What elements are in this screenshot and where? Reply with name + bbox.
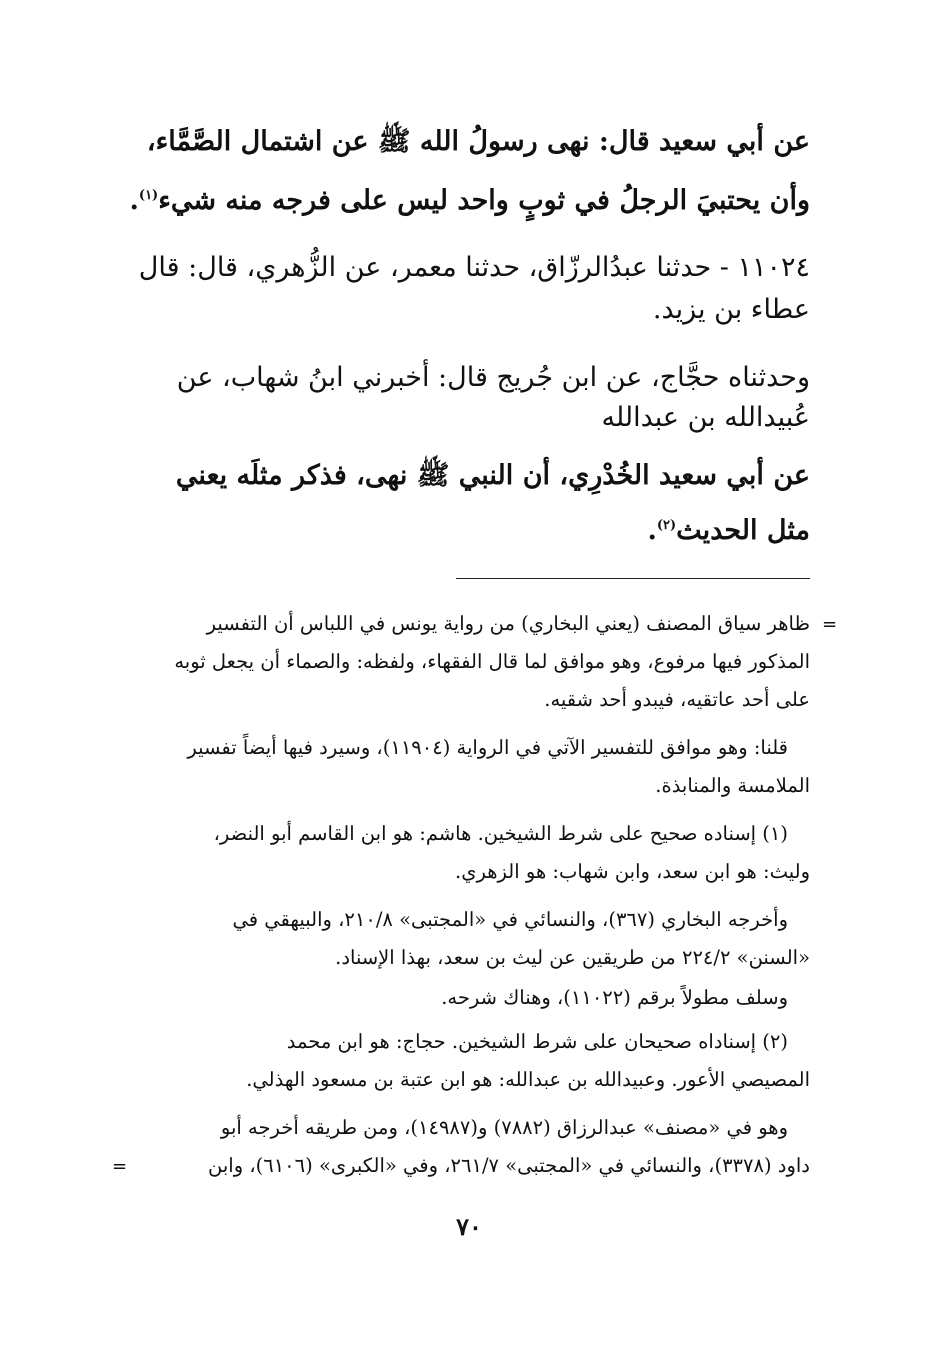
continuation-mark-start: = [822, 614, 838, 635]
footnote-1-line1: (١) إسناده صحيح على شرط الشيخين. هاشم: هو ابن القاسم أبو النضر، [213, 822, 788, 845]
main-text-p4-line2 [647, 515, 810, 547]
continuation-mark-end: = [112, 1156, 128, 1177]
main-text-p4-line2-text: مثل الحديث [676, 515, 810, 546]
footnote-qulna-line1: قلنا: وهو موافق للتفسير الآتي في الرواية (١١٩٠٤)، وسيرد فيها أيضاً تفسير [187, 736, 788, 759]
footnote-1b-line2: «السنن» ٢/‏٢٢٤ من طريقين عن ليث بن سعد، بهذا الإسناد. [335, 946, 810, 969]
footnote-2b-line2: داود (٣٣٧٨)، والنسائي في «المجتبى» ٧/‏٢٦١، وفي «الكبرى» (٦١٠٦)، وابن [208, 1154, 810, 1177]
main-text-p1-line1: عن أبي سعيد قال: نهى رسولُ الله ﷺ عن اشتمال الصَّمَّاء، [146, 126, 810, 157]
main-text-p4-line2-end: . [647, 515, 657, 546]
footnote-1-line2: وليث: هو ابن سعد، وابن شهاب: هو الزهري. [455, 860, 810, 883]
footnote-cont-line2: المذكور فيها مرفوع، وهو موافق لما قال الفقهاء، ولفظه: والصماء أن يجعل ثوبه [174, 650, 810, 673]
footnote-2-line1: (٢) إسناداه صحيحان على شرط الشيخين. حجاج: هو ابن محمد [286, 1030, 788, 1053]
page-number: ٧٠ [456, 1212, 482, 1241]
footnote-cont-line3: على أحد عاتقيه، فيبدو أحد شقيه. [544, 688, 810, 711]
main-text-p3-line1: وحدثناه حجَّاج، عن ابن جُريج قال: أخبرني ابنُ شهاب، عن [176, 362, 810, 393]
footnote-1c-line1: وسلف مطولاً برقم (١١٠٢٢)، وهناك شرحه. [441, 986, 788, 1009]
footnote-2b-line1: وهو في «مصنف» عبدالرزاق (٧٨٨٢) و(١٤٩٨٧)، ومن طريقه أخرجه أبو [220, 1116, 788, 1139]
footnote-separator [456, 578, 810, 579]
main-text-p1-line2 [130, 185, 811, 217]
main-text-p1-line2-text: وأن يحتبيَ الرجلُ في ثوبٍ واحد ليس على فرجه منه شيء [158, 185, 810, 216]
footnote-2-line2: المصيصي الأعور. وعبيدالله بن عبدالله: هو ابن عتبة بن مسعود الهذلي. [246, 1068, 810, 1091]
main-text-p4-line1: عن أبي سعيد الخُدْرِي، أن النبي ﷺ نهى، فذكر مثلَه يعني [175, 460, 810, 491]
footnote-ref-2[interactable]: (٢) [656, 518, 677, 533]
main-text-p3-line2: عُبيدالله بن عبدالله [601, 402, 810, 433]
main-text-p1-line2-end: . [129, 185, 139, 216]
footnote-ref-1[interactable]: (١) [138, 188, 159, 203]
footnote-1b-line1: وأخرجه البخاري (٣٦٧)، والنسائي في «المجتبى» ٨/‏٢١٠، والبيهقي في [232, 908, 788, 931]
main-text-p2-line1: ١١٠٢٤ - حدثنا عبدُالرزّاق، حدثنا معمر، عن الزُّهري، قال: قال [138, 252, 810, 283]
main-text-p2-line2: عطاء بن يزيد. [652, 294, 810, 325]
footnote-cont-line1: ظاهر سياق المصنف (يعني البخاري) من رواية يونس في اللباس أن التفسير [206, 612, 810, 635]
footnote-qulna-line2: الملامسة والمنابذة. [655, 774, 810, 797]
